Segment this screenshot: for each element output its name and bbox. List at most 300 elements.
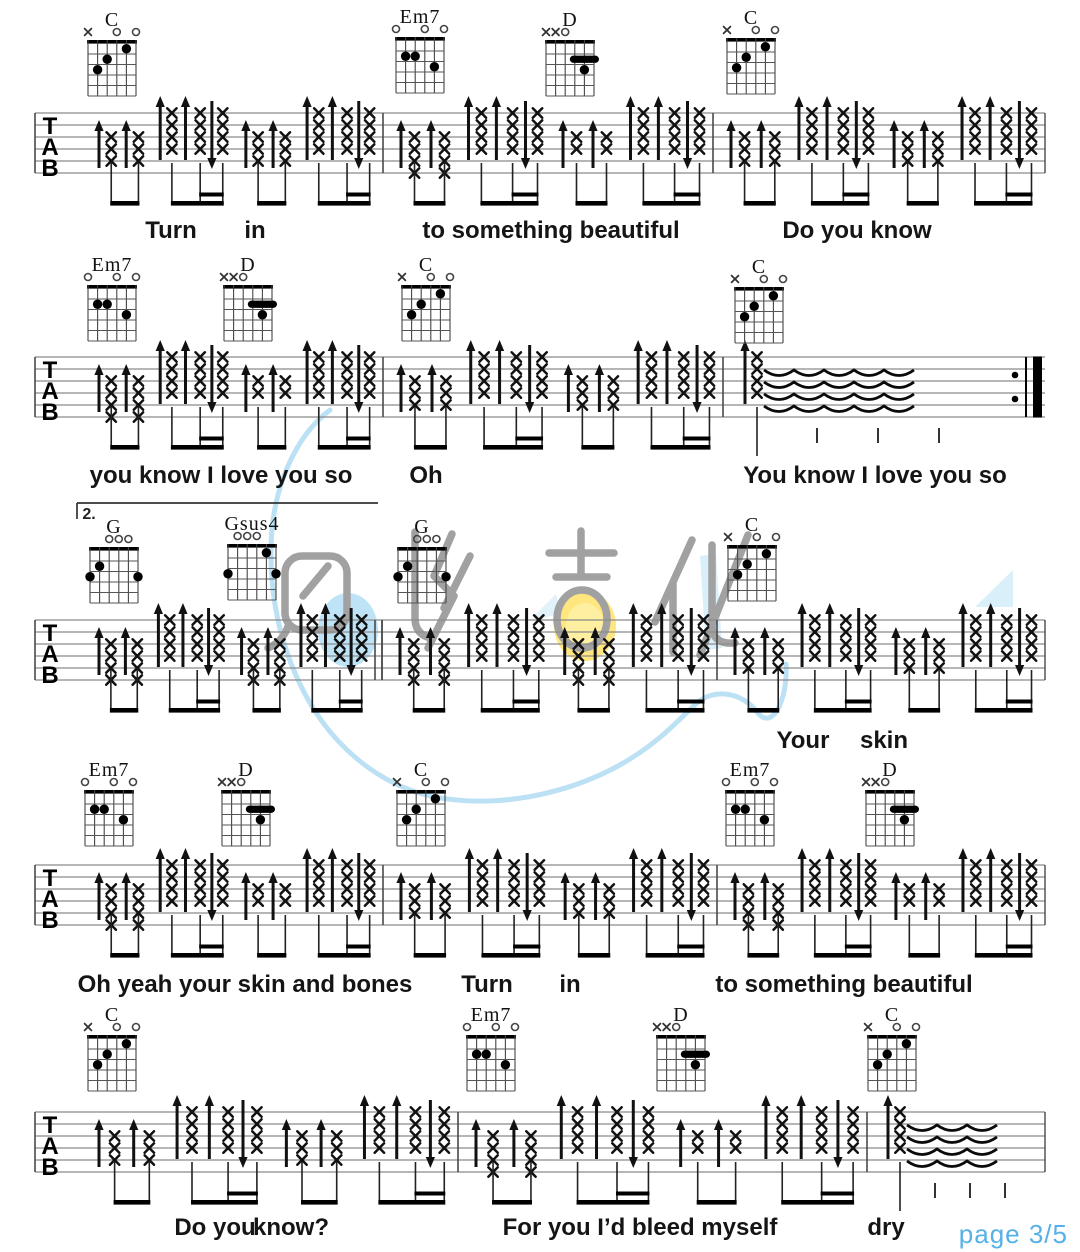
down-arrowhead	[522, 665, 531, 676]
chord-finger-dot	[412, 805, 421, 814]
chord-name-label: C	[884, 1004, 900, 1026]
chord-name-label: C	[744, 514, 760, 536]
up-arrowhead	[154, 603, 163, 614]
let-ring-wave	[907, 1161, 997, 1167]
up-arrowhead	[662, 340, 671, 351]
mute-x	[399, 274, 406, 281]
chord-bar	[248, 301, 277, 308]
beam	[110, 953, 139, 958]
down-arrowhead	[207, 402, 216, 413]
up-arrowhead	[825, 603, 834, 614]
open-string-marker	[130, 779, 137, 786]
chord-nut	[89, 547, 139, 551]
chord-bar	[681, 1051, 710, 1058]
beam	[481, 708, 540, 713]
chord-name-label: C	[104, 9, 120, 31]
beam-16th	[346, 437, 371, 441]
beam	[747, 708, 779, 713]
beam-16th	[845, 700, 872, 704]
down-arrowhead	[683, 158, 692, 169]
chord-nut	[734, 287, 784, 291]
chord-finger-dot	[103, 300, 112, 309]
up-arrowhead	[156, 96, 165, 107]
open-string-marker	[771, 779, 778, 786]
chord-name-label: Em7	[399, 6, 441, 28]
up-arrowhead	[181, 340, 190, 351]
beam	[414, 201, 446, 206]
lyric-text: you know I love you so	[89, 462, 353, 489]
open-string-marker	[447, 274, 454, 281]
beam-16th	[227, 1192, 258, 1196]
up-arrowhead	[205, 1095, 214, 1106]
chord-name-label: Em7	[729, 759, 771, 781]
beam	[257, 201, 286, 206]
lyric-text: You know I love you so	[743, 462, 1007, 489]
beam	[257, 445, 286, 450]
down-arrowhead	[687, 910, 696, 921]
beam-16th	[677, 700, 704, 704]
chord-finger-dot	[271, 569, 280, 578]
chord-finger-dot	[93, 1060, 102, 1069]
tab-clef-letter: B	[41, 907, 59, 934]
beam	[908, 953, 940, 958]
open-string-marker	[125, 536, 132, 543]
tab-clef-letter: T	[42, 865, 58, 892]
up-arrowhead	[392, 1095, 401, 1106]
volta-label: 2.	[82, 506, 96, 523]
chord-diagram-Em7	[393, 6, 448, 93]
chord-finger-dot	[769, 291, 778, 300]
up-arrowhead	[302, 340, 311, 351]
up-arrowhead	[492, 96, 501, 107]
down-arrowhead	[354, 910, 363, 921]
up-arrowhead	[797, 603, 806, 614]
chord-diagram-C	[85, 9, 140, 96]
chord-finger-dot	[403, 562, 412, 571]
chord-name-label: D	[240, 254, 256, 276]
up-arrowhead	[592, 1095, 601, 1106]
tab-clef-letter: A	[41, 378, 59, 405]
chord-finger-dot	[133, 572, 142, 581]
chord-finger-dot	[742, 53, 751, 62]
tab-clef-letter: B	[41, 399, 59, 426]
beam	[646, 953, 705, 958]
beam	[581, 445, 614, 450]
up-arrowhead	[986, 848, 995, 859]
mute-x	[552, 29, 559, 36]
open-string-marker	[393, 26, 400, 33]
let-ring-wave	[764, 370, 914, 376]
mute-x	[230, 274, 237, 281]
mute-x	[872, 779, 879, 786]
beam-16th	[1006, 945, 1033, 949]
beam	[578, 953, 610, 958]
up-arrowhead	[302, 848, 311, 859]
lyric-text: dry	[867, 1214, 905, 1241]
lyric-text: to something beautiful	[715, 971, 973, 998]
beam	[110, 201, 139, 206]
chord-finger-dot	[731, 805, 740, 814]
up-arrowhead	[464, 96, 473, 107]
chord-finger-dot	[407, 310, 416, 319]
beam	[169, 708, 220, 713]
lyric-text: Turn	[145, 217, 197, 244]
down-arrowhead	[1015, 158, 1024, 169]
chord-finger-dot	[223, 569, 232, 578]
beam-16th	[1005, 193, 1032, 197]
chord-bar	[570, 56, 599, 63]
chord-finger-dot	[732, 63, 741, 72]
chord-nut	[87, 1035, 137, 1039]
mute-x	[654, 1024, 661, 1031]
down-arrowhead	[687, 665, 696, 676]
chord-name-label: C	[743, 7, 759, 29]
chord-finger-dot	[761, 42, 770, 51]
chord-nut	[401, 285, 451, 289]
mute-x	[228, 779, 235, 786]
chord-diagram-D	[863, 759, 919, 846]
chord-finger-dot	[411, 52, 420, 61]
up-arrowhead	[328, 96, 337, 107]
beam	[481, 953, 540, 958]
beam	[252, 708, 280, 713]
watermark-glyph	[303, 566, 328, 596]
beam	[414, 953, 446, 958]
beam	[257, 953, 286, 958]
let-ring-wave	[907, 1125, 997, 1131]
chord-finger-dot	[441, 572, 450, 581]
down-arrowhead	[852, 158, 861, 169]
beam	[480, 201, 538, 206]
repeat-dot	[1012, 396, 1019, 403]
down-arrowhead	[207, 158, 216, 169]
beam	[907, 201, 939, 206]
down-arrowhead	[354, 158, 363, 169]
chord-nut	[396, 790, 446, 794]
beam	[811, 201, 869, 206]
tab-clef-letter: T	[42, 1112, 58, 1139]
up-arrowhead	[657, 848, 666, 859]
up-arrowhead	[761, 1095, 770, 1106]
up-arrowhead	[797, 848, 806, 859]
mute-x	[865, 1024, 872, 1031]
chord-finger-dot	[100, 805, 109, 814]
open-string-marker	[464, 1024, 471, 1031]
chord-finger-dot	[402, 815, 411, 824]
beam-16th	[821, 1192, 854, 1196]
chord-name-label: C	[418, 254, 434, 276]
open-string-marker	[442, 779, 449, 786]
open-string-marker	[780, 276, 787, 283]
open-string-marker	[441, 26, 448, 33]
lyric-text: skin	[859, 727, 909, 754]
beam	[110, 708, 138, 713]
beam	[318, 953, 371, 958]
chord-finger-dot	[103, 1050, 112, 1059]
down-arrowhead	[692, 402, 701, 413]
page-number-label: page 3/5	[958, 1219, 1068, 1249]
chord-finger-dot	[122, 44, 131, 53]
chord-finger-dot	[122, 1039, 131, 1048]
beam	[576, 201, 608, 206]
chord-finger-dot	[93, 65, 102, 74]
beam	[171, 201, 224, 206]
chord-finger-dot	[90, 805, 99, 814]
up-arrowhead	[634, 340, 643, 351]
up-arrowhead	[328, 848, 337, 859]
lyric-text: in	[559, 971, 581, 998]
chord-finger-dot	[103, 55, 112, 64]
chord-finger-dot	[472, 1050, 481, 1059]
tab-clef-letter: A	[41, 134, 59, 161]
open-string-marker	[723, 779, 730, 786]
down-arrowhead	[525, 402, 534, 413]
mute-x	[85, 1024, 92, 1031]
beam	[483, 445, 543, 450]
up-arrowhead	[328, 340, 337, 351]
beam	[577, 708, 610, 713]
chord-diagram-D	[221, 254, 277, 341]
chord-diagram-C	[724, 7, 779, 94]
tab-system-3	[35, 503, 1045, 754]
beam	[814, 708, 872, 713]
watermark-cyan-shape	[975, 570, 1013, 607]
down-arrowhead	[204, 665, 213, 676]
chord-nut	[545, 40, 595, 44]
beam	[110, 445, 139, 450]
chord-nut	[865, 790, 915, 794]
mute-x	[543, 29, 550, 36]
lyric-text: Do you	[174, 1214, 256, 1241]
chord-bar	[246, 806, 275, 813]
open-string-marker	[133, 274, 140, 281]
beam-16th	[616, 1192, 649, 1196]
beam	[747, 953, 779, 958]
beam-16th	[199, 437, 224, 441]
mute-x	[724, 27, 731, 34]
down-arrowhead	[854, 665, 863, 676]
beam	[814, 953, 872, 958]
up-arrowhead	[958, 848, 967, 859]
beam-16th	[1006, 700, 1033, 704]
chord-diagram-C	[865, 1004, 920, 1091]
mute-x	[663, 1024, 670, 1031]
chord-name-label: Gsus4	[224, 513, 280, 535]
up-arrowhead	[626, 96, 635, 107]
open-string-marker	[85, 274, 92, 281]
mute-x	[219, 779, 226, 786]
chord-nut	[727, 545, 777, 549]
chord-name-label: D	[673, 1004, 689, 1026]
watermark-glyph	[549, 531, 614, 577]
chord-finger-dot	[93, 300, 102, 309]
beam-16th	[674, 193, 701, 197]
chord-name-label: G	[414, 516, 430, 538]
up-arrowhead	[464, 603, 473, 614]
open-string-marker	[133, 29, 140, 36]
chord-diagram-Em7	[723, 759, 778, 846]
chord-nut	[466, 1035, 516, 1039]
beam-16th	[677, 945, 704, 949]
tab-clef-letter: B	[41, 662, 59, 689]
chord-name-label: G	[106, 516, 122, 538]
lyric-text: Oh	[409, 462, 443, 489]
beam	[191, 1200, 258, 1205]
tab-clef-letter: B	[41, 1154, 59, 1181]
chord-nut	[656, 1035, 706, 1039]
chord-diagram-C	[85, 1004, 140, 1091]
up-arrowhead	[172, 1095, 181, 1106]
chord-finger-dot	[740, 312, 749, 321]
chord-name-label: C	[104, 1004, 120, 1026]
mute-x	[863, 779, 870, 786]
beam	[577, 1200, 650, 1205]
down-arrowhead	[833, 1157, 842, 1168]
chord-nut	[221, 790, 271, 794]
chord-diagram-C	[394, 759, 449, 846]
tab-system-2	[35, 254, 1045, 489]
chord-finger-dot	[262, 548, 271, 557]
tab-system-1	[35, 6, 1045, 244]
up-arrowhead	[492, 603, 501, 614]
chord-finger-dot	[258, 310, 267, 319]
open-string-marker	[133, 1024, 140, 1031]
up-arrowhead	[629, 848, 638, 859]
chord-finger-dot	[900, 815, 909, 824]
chord-diagram-Em7	[85, 254, 140, 341]
chord-finger-dot	[417, 300, 426, 309]
up-arrowhead	[156, 340, 165, 351]
beam	[414, 445, 447, 450]
tab-clef-letter: A	[41, 641, 59, 668]
chord-finger-dot	[431, 794, 440, 803]
beam-16th	[346, 193, 371, 197]
chord-name-label: Em7	[91, 254, 133, 276]
beam-16th	[512, 193, 539, 197]
open-string-marker	[772, 27, 779, 34]
beam-16th	[842, 193, 869, 197]
open-string-marker	[913, 1024, 920, 1031]
up-arrowhead	[181, 96, 190, 107]
chord-finger-dot	[85, 572, 94, 581]
up-arrowhead	[296, 603, 305, 614]
let-ring-wave	[764, 394, 914, 400]
chord-finger-dot	[762, 549, 771, 558]
beam	[413, 708, 446, 713]
beam	[974, 201, 1032, 206]
beam-16th	[339, 700, 363, 704]
chord-nut	[397, 547, 447, 551]
up-arrowhead	[181, 848, 190, 859]
chord-finger-dot	[95, 562, 104, 571]
beam	[697, 1200, 737, 1205]
beam	[975, 953, 1033, 958]
open-string-marker	[82, 779, 89, 786]
chord-diagram-C	[732, 256, 787, 343]
chord-name-label: D	[238, 759, 254, 781]
down-arrowhead	[238, 1157, 247, 1168]
down-arrowhead	[347, 665, 356, 676]
chord-finger-dot	[122, 310, 131, 319]
open-string-marker	[512, 1024, 519, 1031]
chord-nut	[395, 37, 445, 41]
mute-x	[732, 276, 739, 283]
up-arrowhead	[654, 96, 663, 107]
up-arrowhead	[495, 340, 504, 351]
down-arrowhead	[521, 158, 530, 169]
chord-diagram-D	[219, 759, 275, 846]
chord-finger-dot	[393, 572, 402, 581]
mute-x	[725, 534, 732, 541]
beam-16th	[513, 945, 540, 949]
up-arrowhead	[957, 96, 966, 107]
repeat-dot	[1012, 372, 1019, 379]
chord-finger-dot	[580, 65, 589, 74]
chord-nut	[87, 285, 137, 289]
beam	[744, 201, 776, 206]
chord-nut	[227, 544, 277, 548]
up-arrowhead	[156, 848, 165, 859]
lyric-text: Your	[776, 727, 830, 754]
tab-clef-letter: T	[42, 113, 58, 140]
tab-clef-letter: T	[42, 620, 58, 647]
let-ring-wave	[764, 406, 914, 412]
chord-nut	[87, 40, 137, 44]
chord-finger-dot	[436, 289, 445, 298]
chord-finger-dot	[501, 1060, 510, 1069]
lyric-text: For you I’d bleed myself	[502, 1214, 778, 1241]
beam-16th	[515, 437, 543, 441]
beam	[650, 445, 710, 450]
beam	[492, 1200, 532, 1205]
chord-diagram-D	[654, 1004, 710, 1091]
mute-x	[221, 274, 228, 281]
lyric-text: Turn	[461, 971, 513, 998]
beam-16th	[683, 437, 711, 441]
chord-name-label: Em7	[470, 1004, 512, 1026]
chord-finger-dot	[733, 570, 742, 579]
up-arrowhead	[465, 848, 474, 859]
tab-clef-letter: A	[41, 1133, 59, 1160]
beam	[781, 1200, 854, 1205]
lyric-text: to something beautiful	[422, 217, 680, 244]
chord-name-label: D	[882, 759, 898, 781]
watermark-glyph	[444, 556, 470, 608]
up-arrowhead	[360, 1095, 369, 1106]
up-arrowhead	[557, 1095, 566, 1106]
chord-bar	[890, 806, 919, 813]
beam	[642, 201, 700, 206]
chord-finger-dot	[883, 1050, 892, 1059]
beam	[114, 1200, 151, 1205]
chord-diagram-C	[399, 254, 454, 341]
beam-16th	[196, 700, 220, 704]
beam-16th	[199, 945, 224, 949]
up-arrowhead	[302, 96, 311, 107]
chord-nut	[84, 790, 134, 794]
chord-nut	[867, 1035, 917, 1039]
chord-finger-dot	[743, 560, 752, 569]
chord-name-label: C	[413, 759, 429, 781]
chord-diagram-D	[543, 9, 599, 96]
chord-diagram-G	[85, 516, 142, 603]
beam	[645, 708, 704, 713]
down-arrowhead	[426, 1157, 435, 1168]
let-ring-wave	[907, 1137, 997, 1143]
up-arrowhead	[883, 1095, 892, 1106]
let-ring-wave	[907, 1149, 997, 1155]
up-arrowhead	[822, 96, 831, 107]
